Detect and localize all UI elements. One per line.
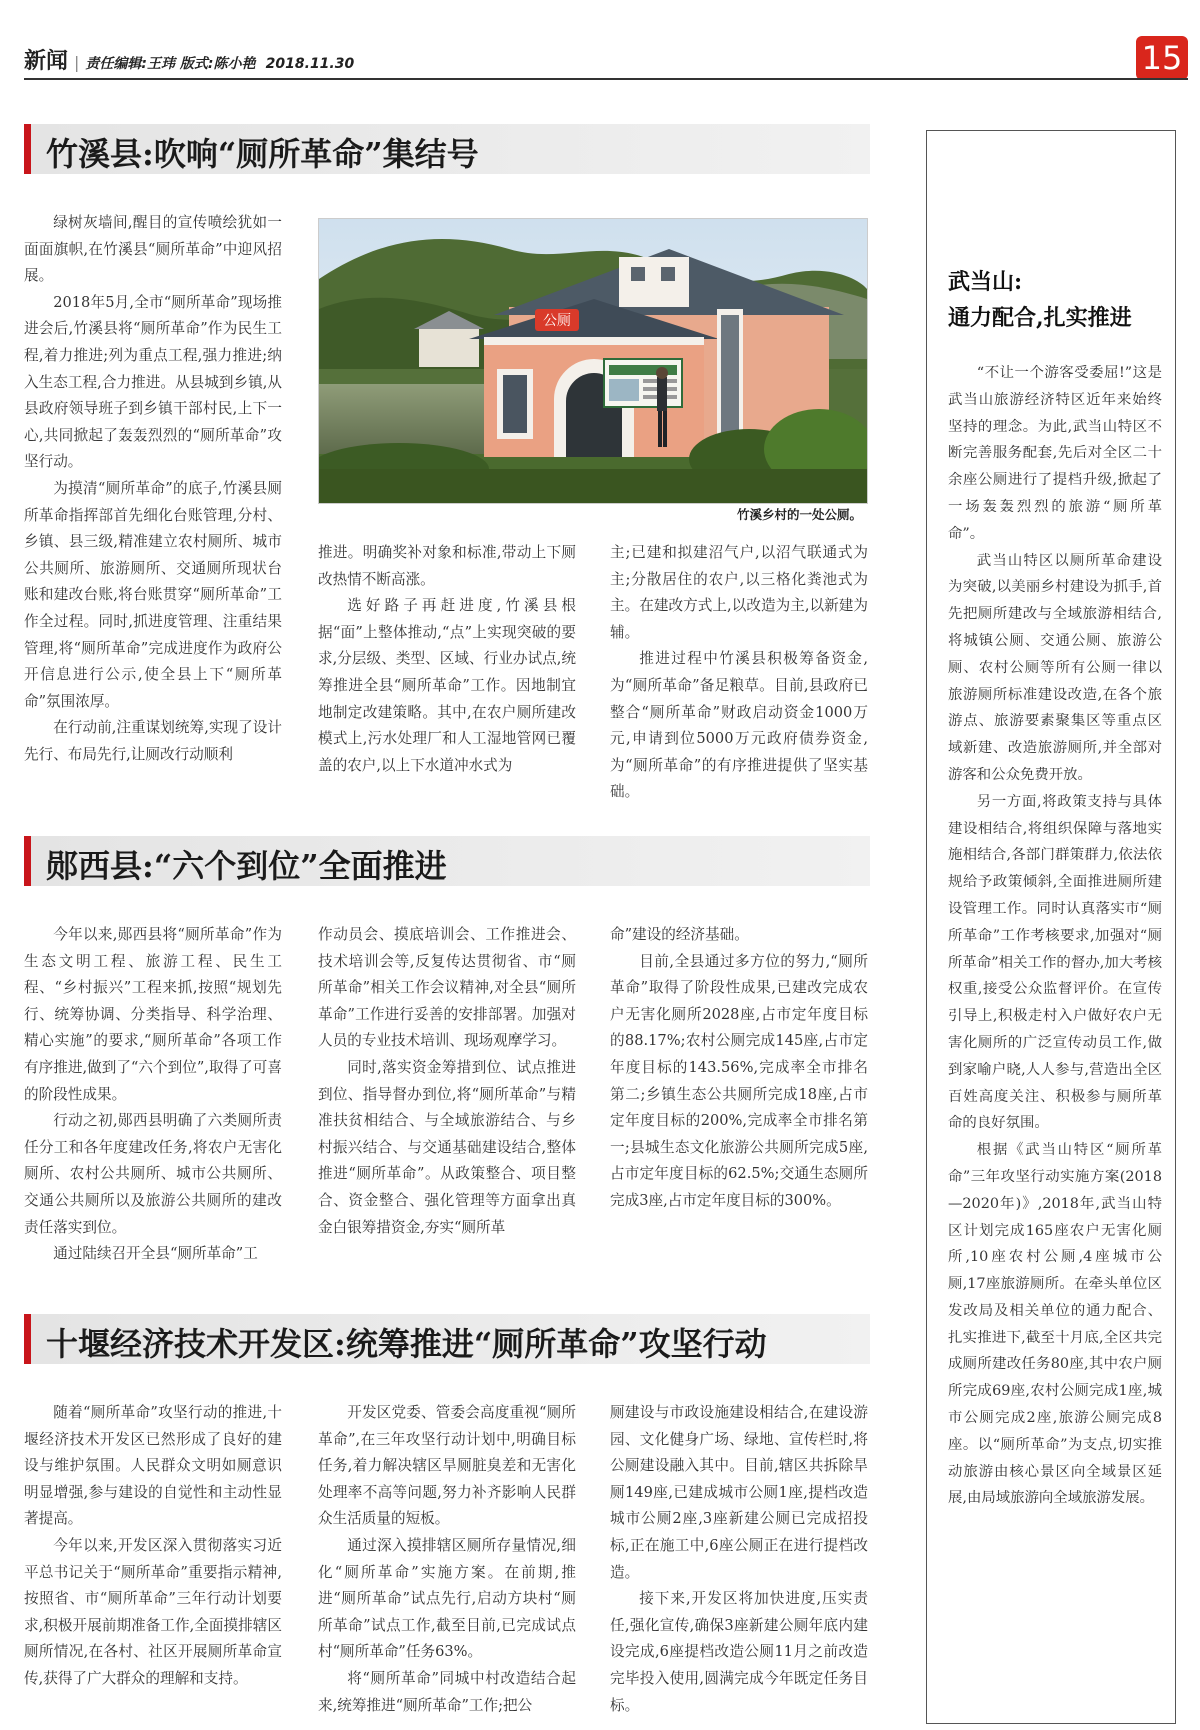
paragraph: 通过深入摸排辖区厕所存量情况,细化“厕所革命”实施方案。在前期,推进“厕所革命”试点先行,启动方块村“厕所革命”试点工作,截至目前,已完成试点村“厕所革命”任务63%。: [318, 1536, 576, 1661]
header-separator: |: [74, 53, 80, 72]
article3-title: 十堰经济技术开发区:统筹推进“厕所革命”攻坚行动: [46, 1325, 767, 1363]
paragraph: 推进。明确奖补对象和标准,带动上下厕改热情不断高涨。: [318, 544, 576, 588]
paragraph: 随着“厕所革命”攻坚行动的推进,十堰经济技术开发区已然形成了良好的建设与维护氛围。人民群众文明如厕意识明显增强,参与建设的自觉性和主动性显著提高。: [24, 1404, 282, 1528]
title-accent-bar: [24, 1314, 31, 1364]
article2-column-2: [318, 922, 576, 1241]
paragraph: 命”建设的经济基础。: [610, 926, 749, 943]
title-accent-bar: [24, 124, 31, 174]
paragraph: 厕建设与市政设施建设相结合,在建设游园、文化健身广场、绿地、宣传栏时,将公厕建设融入其中。目前,辖区共拆除旱厕149座,已建成城市公厕1座,提档改造城市公厕2座,3座新建公厕已完成招投标,正在施工中,6座公厕正在进行提档改造。: [610, 1404, 868, 1581]
paragraph: 今年以来,郧西县将“厕所革命”作为生态文明工程、旅游工程、民生工程、“乡村振兴”工程来抓,按照“规划先行、统筹协调、分类指导、科学治理、精心实施”的要求,“厕所革命”各项工作有序推进,做到了“六个到位”,取得了可喜的阶段性成果。: [24, 926, 282, 1103]
article3-column-1: [24, 1400, 282, 1693]
article2-column-3: [610, 922, 868, 1215]
paragraph: 主;已建和拟建沼气户,以沼气联通式为主;分散居住的农户,以三格化粪池式为主。在建改方式上,以改造为主,以新建为辅。: [610, 544, 868, 641]
header-info: [24, 44, 354, 75]
paragraph: “不让一个游客受委屈!”这是武当山旅游经济特区近年来始终坚持的理念。为此,武当山特区不断完善服务配套,先后对全区二十余座公厕进行了提档升级,掀起了一场轰轰烈烈的旅游“厕所革命”。: [948, 365, 1162, 542]
paragraph: 绿树灰墙间,醒目的宣传喷绘犹如一面面旗帜,在竹溪县“厕所革命”中迎风招展。: [24, 214, 282, 285]
photo-caption: 竹溪乡村的一处公厕。: [736, 507, 862, 522]
paragraph: 根据《武当山特区“厕所革命”三年攻坚行动实施方案(2018—2020年)》,2018年,武当山特区计划完成165座农户无害化厕所,10座农村公厕,4座城市公厕,17座旅游厕所。在牵头单位区发改局及相关单位的通力配合、扎实推进下,截至十月底,全区共完成厕所建改任务80座,其中农户厕所完成69座,农村公厕完成1座,城市公厕完成2座,旅游公厕完成8座。以“厕所革命”为支点,切实推动旅游由核心景区向全域景区延展,由局域旅游向全域旅游发展。: [948, 1142, 1162, 1507]
public-toilet-photo-illustration: [319, 219, 867, 503]
article1-title-bar: [24, 124, 870, 174]
page-number-badge: 15: [1136, 36, 1188, 80]
paragraph: 将“厕所革命”同城中村改造结合起来,统筹推进“厕所革命”工作;把公: [318, 1669, 576, 1714]
paragraph: 通过陆续召开全县“厕所革命”工: [53, 1245, 258, 1263]
paragraph: 同时,落实资金筹措到位、试点推进到位、指导督办到位,将“厕所革命”与精准扶贫相结合、与全域旅游结合、与乡村振兴结合、与交通基础建设结合,整体推进“厕所革命”。从政策整合、项目整合、资金整合、强化管理等方面拿出真金白银筹措资金,夯实“厕所革: [318, 1058, 576, 1236]
paragraph: 武当山特区以厕所革命建设为突破,以美丽乡村建设为抓手,首先把厕所建改与全域旅游相结合,将城镇公厕、交通公厕、旅游公厕、农村公厕等所有公厕一律以旅游厕所标准建设改造,在各个旅游点、旅游要素聚集区等重点区域新建、改造旅游厕所,并全部对游客和公众免费开放。: [948, 552, 1162, 783]
title-accent-bar: [24, 836, 31, 886]
article3-column-2: [318, 1400, 576, 1719]
sidebar-title-line2: 通力配合,扎实推进: [948, 305, 1132, 331]
paragraph: 选好路子再赶进度,竹溪县根据“面”上整体推动,“点”上实现突破的要求,分层级、类型、区域、行业办试点,统筹推进全县“厕所革命”工作。因地制宜地制定改建策略。其中,在农户厕所建改模式上,污水处理厂和人工湿地管网已覆盖的农户,以上下水道冲水式为: [318, 597, 576, 774]
paragraph: 开发区党委、管委会高度重视“厕所革命”,在三年攻坚行动计划中,明确目标任务,着力解决辖区旱厕脏臭差和无害化处理率不高等问题,努力补齐影响人民群众生活质量的短板。: [318, 1404, 576, 1528]
paragraph: 行动之初,郧西县明确了六类厕所责任分工和各年度建改任务,将农户无害化厕所、农村公共厕所、城市公共厕所、交通公共厕所以及旅游公共厕所的建改责任落实到位。: [24, 1112, 282, 1236]
article1-column-3: [610, 540, 868, 806]
header-rule: [24, 78, 1188, 80]
paragraph: 另一方面,将政策支持与具体建设相结合,将组织保障与落地实施相结合,各部门群策群力,依法依规给予政策倾斜,全面推进厕所建设管理工作。同时认真落实市“厕所革命”工作考核要求,加强对“厕所革命”相关工作的督办,加大考核权重,接受公众监督评价。在宣传引导上,积极走村入户做好农户无害化厕所的广泛宣传动员工作,做到家喻户晓,人人参与,营造出全区百姓高度关注、积极参与厕所革命的良好氛围。: [948, 793, 1162, 1132]
paragraph: 今年以来,开发区深入贯彻落实习近平总书记关于“厕所革命”重要指示精神,按照省、市“厕所革命”三年行动计划要求,积极开展前期准备工作,全面摸排辖区厕所情况,在各村、社区开展厕所革命宣传,获得了广大群众的理解和支持。: [24, 1536, 282, 1687]
article1-title: 竹溪县:吹响“厕所革命”集结号: [46, 135, 479, 173]
article1-photo: [318, 218, 868, 504]
article2-title: 郧西县:“六个到位”全面推进: [46, 847, 447, 885]
article3-title-bar: [24, 1314, 870, 1364]
paragraph: 目前,全县通过多方位的努力,“厕所革命”取得了阶段性成果,已建改完成农户无害化厕所2028座,占市定年度目标的88.17%;农村公厕完成145座,占市定年度目标的143.56%,完成率全市排名第二;乡镇生态公共厕所完成18座,占市定年度目标的200%,完成率全市排名第一;县城生态文化旅游公共厕所完成5座,占市定年度目标的62.5%;交通生态厕所完成3座,占市定年度目标的300%。: [610, 952, 868, 1209]
paragraph: 2018年5月,全市“厕所革命”现场推进会后,竹溪县将“厕所革命”作为民生工程,着力推进;列为重点工程,强力推进;纳入生态工程,合力推进。从县城到乡镇,从县政府领导班子到乡镇干部村民,上下一心,共同掀起了轰轰烈烈的“厕所革命”攻坚行动。: [24, 293, 282, 471]
issue-date: 2018.11.30: [265, 56, 355, 72]
paragraph: 作动员会、摸底培训会、工作推进会、技术培训会等,反复传达贯彻省、市“厕所革命”相关工作会议精神,对全县“厕所革命”工作进行妥善的安排部署。加强对人员的专业技术培训、现场观摩学习。: [318, 926, 576, 1050]
article2-title-bar: [24, 836, 870, 886]
page-header: [24, 36, 1188, 78]
article3-column-3: [610, 1400, 868, 1719]
sidebar-title: [948, 264, 1168, 336]
editors-line: 责任编辑:王玮 版式:陈小艳: [85, 56, 256, 72]
photo-sign-text: 公厕: [543, 313, 571, 329]
paragraph: 接下来,开发区将加快进度,压实责任,强化宣传,确保3座新建公厕年底内建设完成,6座提档改造公厕11月之前改造完毕投入使用,圆满完成今年既定任务目标。: [610, 1590, 868, 1714]
paragraph: 为摸清“厕所革命”的底子,竹溪县厕所革命指挥部首先细化台账管理,分村、乡镇、县三级,精准建立农村厕所、城市公共厕所、旅游厕所、交通厕所现状台账和建改台账,将台账贯穿“厕所革命”工作全过程。同时,抓进度管理、注重结果管理,将“厕所革命”完成进度作为政府公开信息进行公示,使全县上下“厕所革命”氛围浓厚。: [24, 479, 282, 710]
paragraph: 在行动前,注重谋划统筹,实现了设计先行、布局先行,让厕改行动顺利: [24, 719, 282, 763]
article1-column-1: [24, 210, 282, 768]
paragraph: 推进过程中竹溪县积极筹备资金,为“厕所革命”备足粮草。目前,县政府已整合“厕所革命”财政启动资金1000万元,申请到位5000万元政府债券资金,为“厕所革命”的有序推进提供了坚实基础。: [610, 650, 868, 801]
sidebar-body: [948, 360, 1162, 1512]
sidebar-title-line1: 武当山:: [948, 269, 1023, 295]
article1-column-2: [318, 540, 576, 779]
section-name: 新闻: [24, 49, 69, 74]
article2-column-1: [24, 922, 282, 1268]
